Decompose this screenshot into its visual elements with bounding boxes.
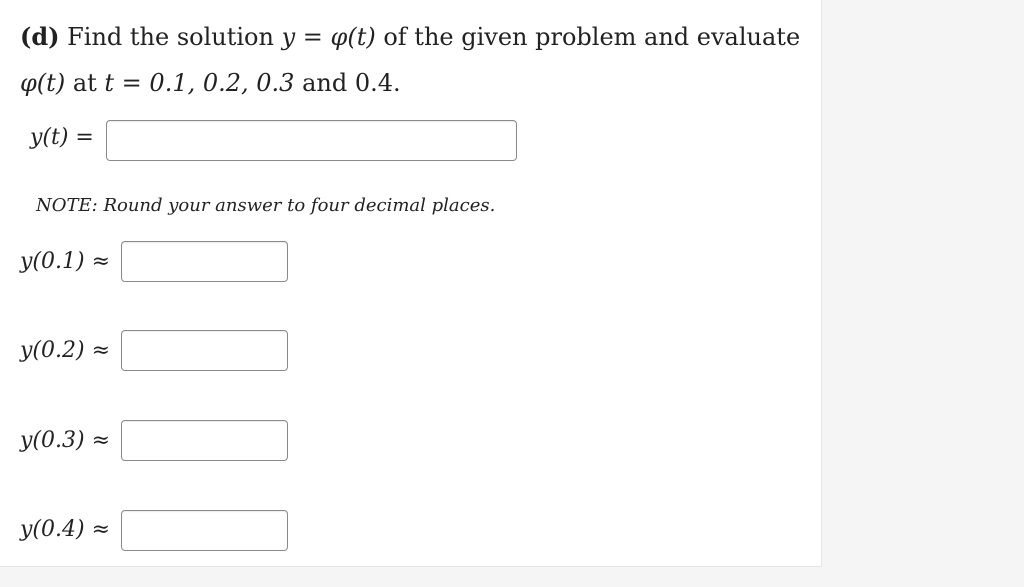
y-0-1-label: y(0.1) ≈ [20, 249, 111, 274]
y-0-4-input[interactable] [121, 510, 288, 551]
y-0-3-input[interactable] [121, 420, 288, 461]
question-text [20, 14, 800, 106]
t-values: t = 0.1, 0.2, 0.3 [104, 69, 295, 97]
question-line-2 [20, 60, 800, 106]
y-0-2-label: y(0.2) ≈ [20, 338, 111, 363]
y-0-2-input[interactable] [121, 330, 288, 371]
y-0-4-label: y(0.4) ≈ [20, 517, 111, 542]
question-line-1 [20, 14, 800, 60]
phi-expression: φ(t) [20, 69, 66, 97]
solution-input[interactable] [106, 120, 517, 161]
solution-label: y(t) = [30, 125, 94, 150]
solution-expression: y = φ(t) [281, 23, 376, 51]
question-final-text: and 0.4. [294, 69, 401, 97]
rounding-note: NOTE: Round your answer to four decimal places. [36, 195, 496, 216]
question-text-end: of the given problem and evaluate [375, 23, 801, 51]
question-text-start: Find the solution [59, 23, 282, 51]
part-label: (d) [20, 22, 60, 51]
y-0-1-input[interactable] [121, 241, 288, 282]
question-at-text: at [65, 69, 105, 97]
y-0-3-label: y(0.3) ≈ [20, 428, 111, 453]
